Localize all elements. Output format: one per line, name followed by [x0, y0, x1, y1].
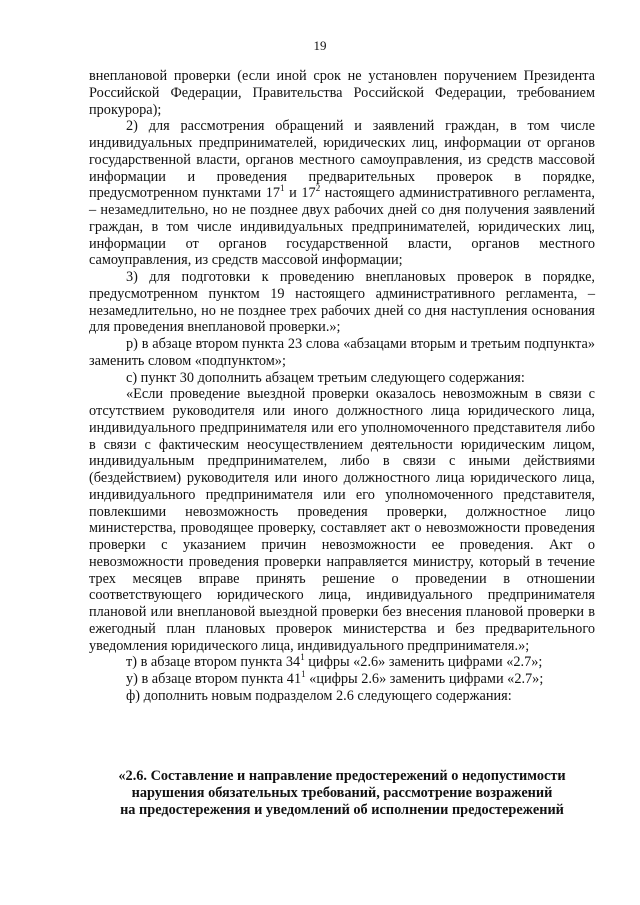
- paragraph-r: р) в абзаце втором пункта 23 слова «абзацами вторым и третьим подпункта» заменить словом «подпунктом»;: [89, 336, 595, 369]
- paragraph-s: с) пункт 30 дополнить абзацем третьим следующего содержания:: [126, 369, 525, 386]
- section-heading-line: нарушения обязательных требований, рассмотрение возражений: [131, 785, 553, 801]
- paragraph-text: и 17: [284, 185, 316, 202]
- paragraph-text: т) в абзаце втором пункта 34: [126, 654, 301, 671]
- superscript: 1: [301, 669, 306, 680]
- paragraph-text: 2) для рассмотрения обращений и заявлений граждан, в том числе индивидуальных предпринимателей, юридических лиц, информации от органов государственной власти, органов местного самоуправления, из средств массовой информации и проведения предварительных проверок в порядке, предусмотренном пунктами 17: [89, 118, 595, 202]
- document-body: [89, 68, 595, 705]
- paragraph-t: [89, 654, 595, 671]
- section-heading-line: «2.6. Составление и направление предостережений о недопустимости: [118, 768, 566, 784]
- paragraph-item-3: 3) для подготовки к проведению внеплановых проверок в порядке, предусмотренном пунктом 19 настоящего административного регламента, – незамедлительно, но не позднее трех рабочих дней со дня наступления основания для проведения внеплановой проверки.»;: [89, 269, 595, 336]
- paragraph-continuation: внеплановой проверки (если иной срок не установлен поручением Президента Российской Федерации, Правительства Российской Федерации, требованием прокурора);: [89, 68, 595, 118]
- paragraph-item-2: [89, 118, 595, 269]
- superscript: 1: [280, 183, 285, 194]
- superscript: 1: [300, 652, 305, 663]
- superscript: 2: [315, 183, 321, 194]
- paragraph-text: настоящего административного регламента, – незамедлительно, но не позднее двух рабочих дней со дня получения заявлений граждан, в том числе индивидуальных предпринимателей, юридических лиц, информации от органов государственной власти, органов местного самоуправления, из средств массовой информации;: [89, 185, 595, 269]
- paragraph-quote: «Если проведение выездной проверки оказалось невозможным в связи с отсутствием руководителя или иного должностного лица юридического лица, индивидуального предпринимателя или его уполномоченного представителя либо в связи с фактическим неосуществлением деятельности юридическим лицом, индивидуальным предпринимателем, либо в связи с иными действиями (бездействием) руководителя или иного должностного лица юридического лица, индивидуального предпринимателя или его уполномоченного представителя, повлекшими невозможность проведения проверки, должностное лицо министерства, проводящее проверку, составляет акт о невозможности проведения проверки с указанием причин невозможности ее проведения. Акт о невозможности проведения проверки направляется министру, который в течение трех месяцев вправе принять решение о проведении в отношении соответствующего юридического лица, индивидуального предпринимателя плановой или внеплановой выездной проверки без внесения плановой проверки в ежегодный план плановых проверок министерства и без предварительного уведомления юридического лица, индивидуального предпринимателя.»;: [89, 386, 595, 654]
- paragraph-text: у) в абзаце втором пункта 41: [126, 671, 302, 687]
- paragraph-text: цифры «2.6» заменить цифрами «2.7»;: [304, 654, 543, 671]
- paragraph-f: ф) дополнить новым подразделом 2.6 следующего содержания:: [126, 687, 512, 704]
- section-heading-line: на предостережения и уведомлений об исполнении предостережений: [120, 802, 564, 818]
- section-heading: [89, 768, 595, 819]
- page-number: 19: [313, 38, 327, 53]
- paragraph-u: [89, 671, 595, 688]
- paragraph-text: «цифры 2.6» заменить цифрами «2.7»;: [305, 671, 544, 687]
